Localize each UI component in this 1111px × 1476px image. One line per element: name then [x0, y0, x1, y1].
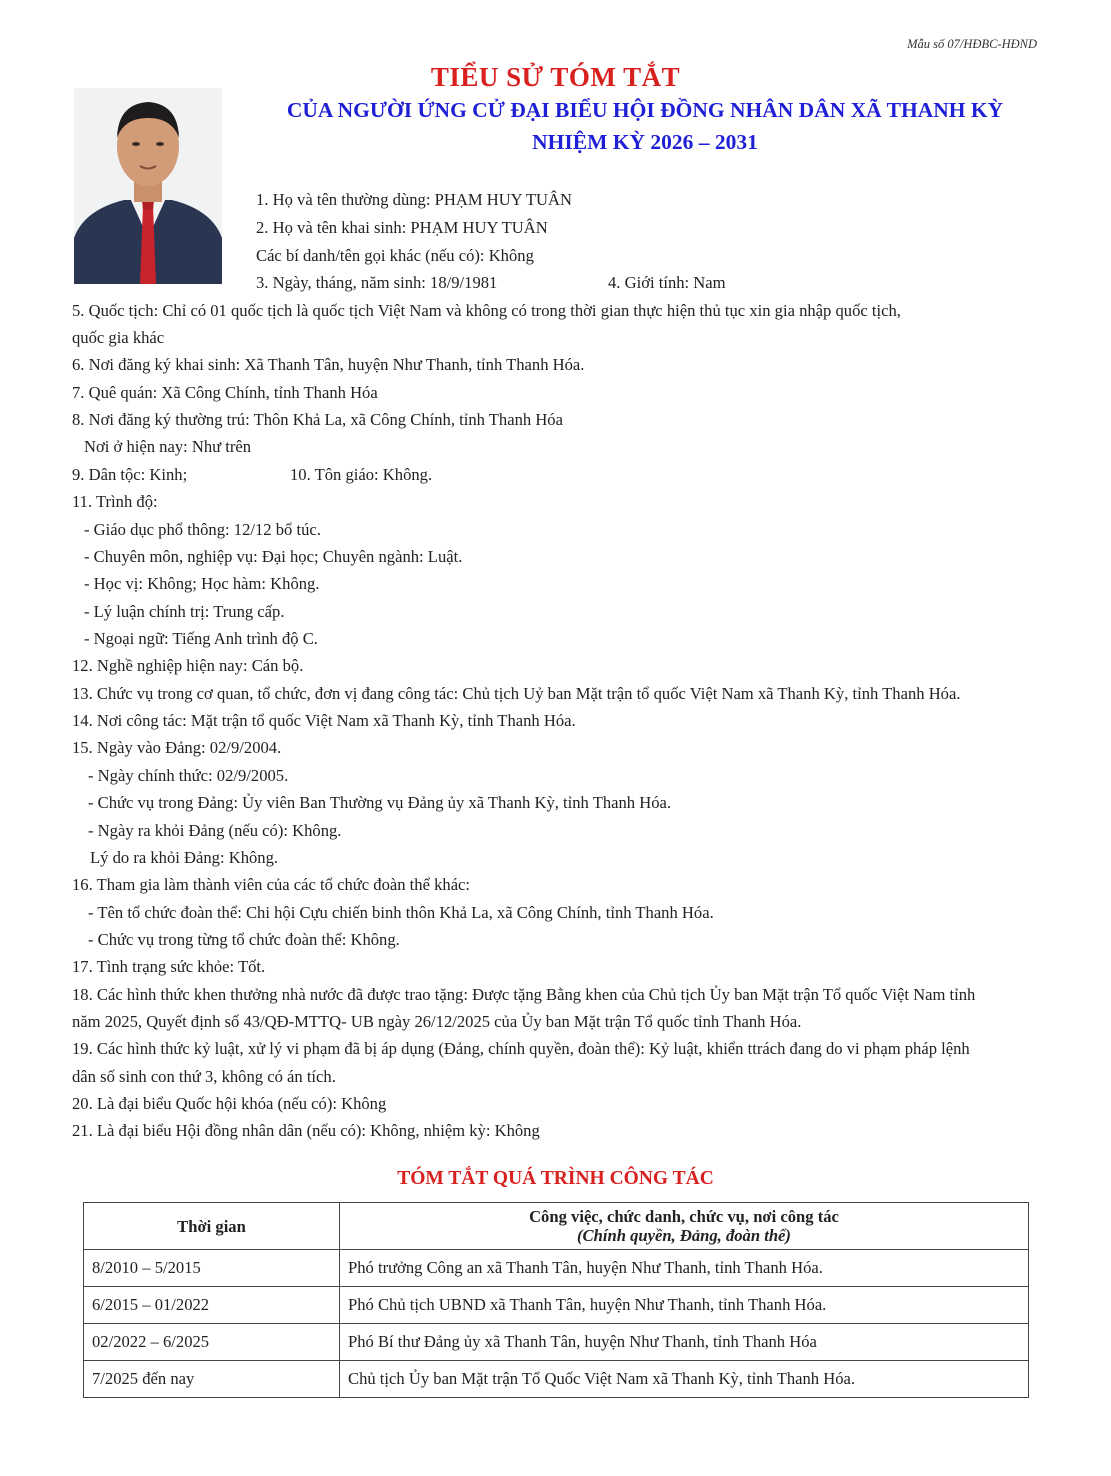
religion: 10. Tôn giáo: Không. [290, 465, 433, 484]
nationality-line-2: quốc gia khác [72, 328, 165, 347]
academic-degree: - Học vị: Không; Học hàm: Không. [84, 574, 320, 593]
national-assembly-delegate: 20. Là đại biểu Quốc hội khóa (nếu có): Không [72, 1094, 387, 1113]
column-header-time [84, 1203, 340, 1250]
birth-registration: 6. Nơi đăng ký khai sinh: Xã Thanh Tân, huyện Như Thanh, tỉnh Thanh Hóa. [72, 355, 585, 374]
political-theory: - Lý luận chính trị: Trung cấp. [84, 602, 285, 621]
peoples-council-delegate: 21. Là đại biểu Hội đồng nhân dân (nếu có): Không, nhiệm kỳ: Không [72, 1121, 540, 1140]
time-cell: 02/2022 – 6/2025 [84, 1324, 340, 1361]
document-term: NHIỆM KỲ 2026 – 2031 [532, 130, 758, 154]
birth-name: 2. Họ và tên khai sinh: PHẠM HUY TUÂN [256, 218, 548, 237]
occupation: 12. Nghề nghiệp hiện nay: Cán bộ. [72, 656, 304, 675]
job-cell: Chủ tịch Ủy ban Mặt trận Tổ Quốc Việt Nam xã Thanh Kỳ, tỉnh Thanh Hóa. [340, 1361, 1029, 1398]
job-cell: Phó Bí thư Đảng ủy xã Thanh Tân, huyện Như Thanh, tỉnh Thanh Hóa [340, 1324, 1029, 1361]
awards-line-2: năm 2025, Quyết định số 43/QĐ-MTTQ- UB ngày 26/12/2025 của Ủy ban Mặt trận Tổ quốc tỉnh Thanh Hóa. [72, 1012, 802, 1031]
party-leave-date: - Ngày ra khỏi Đảng (nếu có): Không. [88, 821, 342, 840]
specialty: - Chuyên môn, nghiệp vụ: Đại học; Chuyên ngành: Luật. [84, 547, 463, 566]
time-cell: 7/2025 đến nay [84, 1361, 340, 1398]
party-join-date: 15. Ngày vào Đảng: 02/9/2004. [72, 738, 282, 757]
work-history-table [83, 1202, 1029, 1398]
discipline-line-1: 19. Các hình thức kỷ luật, xử lý vi phạm đã bị áp dụng (Đảng, chính quyền, đoàn thể): Kỷ luật, khiển ttrách đang do vi phạm pháp lệnh [72, 1039, 970, 1058]
time-cell: 6/2015 – 01/2022 [84, 1287, 340, 1324]
time-cell: 8/2010 – 5/2015 [84, 1250, 340, 1287]
ethnicity: 9. Dân tộc: Kinh; [72, 465, 188, 484]
nationality-line-1: 5. Quốc tịch: Chỉ có 01 quốc tịch là quốc tịch Việt Nam và không có trong thời gian thực hiện thủ tục xin gia nhập quốc tịch, [72, 301, 901, 320]
awards-line-1: 18. Các hình thức khen thưởng nhà nước đã được trao tặng: Được tặng Bằng khen của Chủ tịch Ủy ban Mặt trận Tổ quốc Việt Nam tỉnh [72, 985, 976, 1004]
table-row [84, 1361, 1029, 1398]
table-row [84, 1287, 1029, 1324]
organizations-header: 16. Tham gia làm thành viên của các tổ chức đoàn thể khác: [72, 875, 471, 894]
table-row [84, 1324, 1029, 1361]
discipline-line-2: dân số sinh con thứ 3, không có án tích. [72, 1067, 336, 1086]
form-code: Mẫu số 07/HĐBC-HĐND [907, 37, 1037, 51]
job-cell: Phó Chủ tịch UBND xã Thanh Tân, huyện Như Thanh, tỉnh Thanh Hóa. [340, 1287, 1029, 1324]
foreign-language: - Ngoại ngữ: Tiếng Anh trình độ C. [84, 629, 318, 648]
current-position: 13. Chức vụ trong cơ quan, tổ chức, đơn vị đang công tác: Chủ tịch Uỷ ban Mặt trận tổ quốc Việt Nam xã Thanh Kỳ, tỉnh Thanh Hóa. [72, 684, 961, 703]
common-name: 1. Họ và tên thường dùng: PHẠM HUY TUÂN [256, 190, 572, 209]
work-history-title: TÓM TẮT QUÁ TRÌNH CÔNG TÁC [397, 1168, 714, 1189]
health-status: 17. Tình trạng sức khỏe: Tốt. [72, 957, 266, 976]
workplace: 14. Nơi công tác: Mặt trận tổ quốc Việt Nam xã Thanh Kỳ, tỉnh Thanh Hóa. [72, 711, 576, 730]
column-header-job-label: Công việc, chức danh, chức vụ, nơi công tác [529, 1207, 839, 1226]
party-official-date: - Ngày chính thức: 02/9/2005. [88, 766, 289, 785]
permanent-residence: 8. Nơi đăng ký thường trú: Thôn Khả La, xã Công Chính, tỉnh Thanh Hóa [72, 410, 563, 429]
party-leave-reason: Lý do ra khỏi Đảng: Không. [90, 848, 279, 867]
current-residence: Nơi ở hiện nay: Như trên [84, 437, 252, 456]
job-cell: Phó trưởng Công an xã Thanh Tân, huyện Như Thanh, tỉnh Thanh Hóa. [340, 1250, 1029, 1287]
column-header-job-sublabel: (Chính quyền, Đảng, đoàn thể) [577, 1226, 791, 1245]
organization-position: - Chức vụ trong từng tổ chức đoàn thể: Không. [88, 930, 400, 949]
education-header: 11. Trình độ: [72, 492, 158, 511]
table-row [84, 1250, 1029, 1287]
column-header-job [340, 1203, 1029, 1250]
aliases: Các bí danh/tên gọi khác (nếu có): Không [256, 246, 534, 265]
table-header-row [84, 1203, 1029, 1250]
gender: 4. Giới tính: Nam [608, 273, 726, 292]
candidate-portrait-photo [74, 88, 222, 284]
document-subtitle: CỦA NGƯỜI ỨNG CỬ ĐẠI BIỂU HỘI ĐỒNG NHÂN DÂN XÃ THANH KỲ [286, 98, 1004, 122]
document-title: TIỂU SỬ TÓM TẮT [430, 62, 681, 92]
hometown: 7. Quê quán: Xã Công Chính, tỉnh Thanh Hóa [72, 383, 378, 402]
organization-name: - Tên tổ chức đoàn thể: Chi hội Cựu chiến binh thôn Khả La, xã Công Chính, tỉnh Thanh Hóa. [88, 903, 714, 922]
column-header-time-label: Thời gian [177, 1216, 246, 1236]
party-position: - Chức vụ trong Đảng: Ủy viên Ban Thường vụ Đảng ủy xã Thanh Kỳ, tỉnh Thanh Hóa. [88, 793, 672, 812]
date-of-birth: 3. Ngày, tháng, năm sinh: 18/9/1981 [256, 273, 498, 292]
general-education: - Giáo dục phổ thông: 12/12 bổ túc. [84, 520, 321, 539]
